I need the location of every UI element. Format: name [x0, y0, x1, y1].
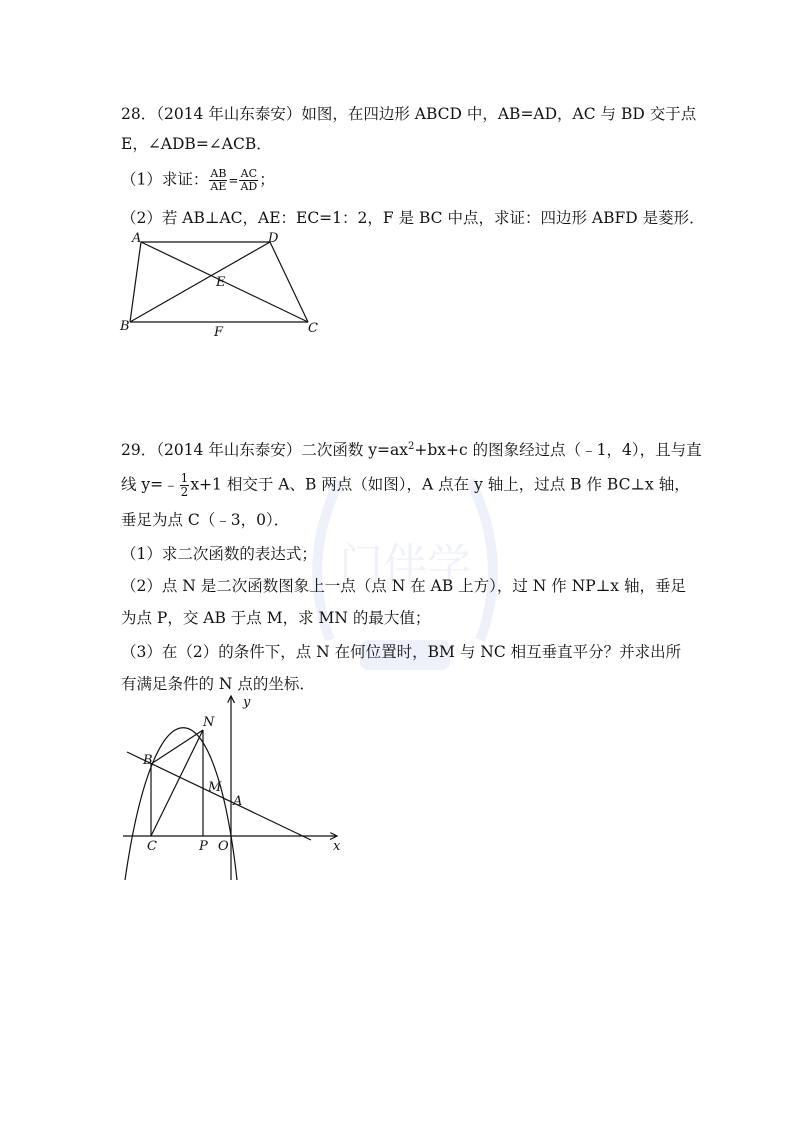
label-f: F [214, 325, 224, 340]
label-e: E [216, 275, 226, 290]
fraction-denominator: AD [240, 180, 258, 193]
fraction-denominator: AE [210, 180, 227, 193]
q28-fraction-ac-ad [239, 168, 258, 193]
q29-line2 [121, 472, 690, 499]
q29-line2-a: 线 y=﹣ [121, 475, 179, 494]
q28-fraction-ab-ae [209, 168, 227, 193]
label-x: x [333, 839, 341, 854]
label-a: A [132, 231, 142, 246]
segment-cn [151, 730, 203, 836]
q28-equals: = [228, 173, 239, 188]
label-c: C [147, 839, 157, 854]
label-b: B [120, 319, 130, 334]
label-m: M [208, 780, 222, 795]
q29-part3-line2: 有满足条件的 N 点的坐标． [121, 675, 315, 693]
q29-line2-b: x+1 相交于 A、B 两点（如图），A 点在 y 轴上，过点 B 作 BC⊥x 轴， [190, 475, 690, 494]
q28-part1-suffix: ； [259, 170, 275, 189]
q29-line3: 垂足为点 C（﹣3，0）． [121, 511, 290, 529]
label-a: A [233, 794, 243, 809]
label-p: P [199, 839, 208, 854]
fraction-denominator: 2 [180, 485, 189, 499]
q29-line1 [121, 440, 702, 460]
parabola-curve [125, 728, 237, 880]
fraction-numerator: 1 [180, 471, 189, 485]
fraction-numerator: AB [210, 167, 227, 180]
watermark-text: 门伴学 [339, 540, 471, 591]
q29-line1-b: +bx+c 的图象经过点（﹣1，4），且与直 [414, 441, 702, 459]
q29-part3-line1: （3）在（2）的条件下，点 N 在何位置时，BM 与 NC 相互垂直平分？并求出所 [121, 643, 682, 661]
q28-part1 [121, 168, 275, 193]
label-d: D [268, 231, 279, 246]
q28-part2: （2）若 AB⊥AC，AE：EC=1：2，F 是 BC 中点，求证：四边形 ABFD 是菱形． [121, 209, 705, 227]
label-o: O [218, 839, 229, 854]
q29-figure [115, 692, 355, 882]
q28-line1: 28．（2014 年山东泰安）如图，在四边形 ABCD 中，AB=AD，AC 与 BD 交于点 [121, 105, 697, 123]
fraction-numerator: AC [240, 167, 258, 180]
q29-part1: （1）求二次函数的表达式； [121, 545, 317, 563]
q29-fraction-half [180, 472, 190, 499]
label-c: C [308, 321, 318, 336]
label-y: y [243, 695, 251, 710]
q29-exponent: 2 [408, 440, 415, 452]
q28-figure [118, 232, 338, 342]
line-ab [127, 752, 311, 840]
label-b: B [143, 753, 153, 768]
q28-line2: E，∠ADB=∠ACB． [121, 135, 272, 153]
q29-part2-line1: （2）点 N 是二次函数图象上一点（点 N 在 AB 上方），过 N 作 NP⊥x 轴，垂足 [121, 577, 686, 595]
label-n: N [203, 715, 215, 730]
q29-part2-line2: 为点 P，交 AB 于点 M，求 MN 的最大值； [121, 609, 431, 627]
q28-part1-prefix: （1）求证： [121, 170, 209, 189]
q29-line1-a: 29．（2014 年山东泰安）二次函数 y=ax [121, 441, 409, 459]
